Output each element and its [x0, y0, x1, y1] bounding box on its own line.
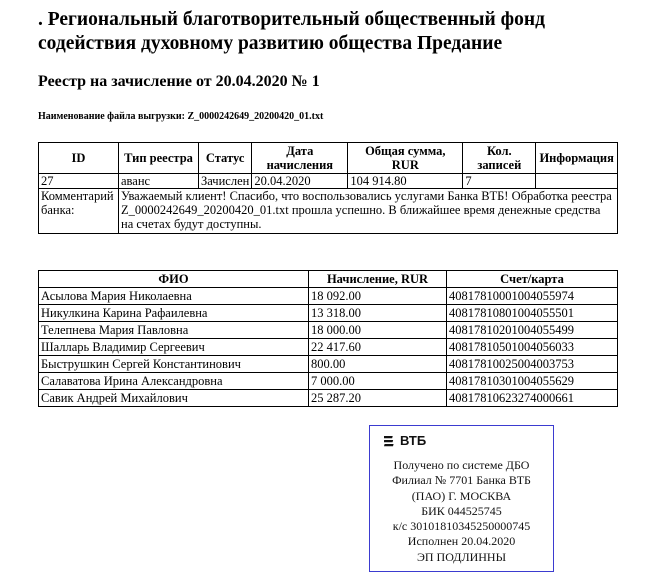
header-fio: ФИО	[39, 271, 309, 288]
cell-account: 40817810001004055974	[447, 288, 618, 305]
cell-fio: Савик Андрей Михайлович	[39, 390, 309, 407]
payments-header-row	[39, 271, 618, 288]
comment-text: Уважаемый клиент! Спасибо, что воспользовались услугами Банка ВТБ! Обработка реестра Z_0000242649_20200420_01.txt прошла успешно. В ближайшее время денежные средства на счетах будут доступны.	[119, 189, 618, 234]
header-registry-type: Тип реестра	[119, 143, 199, 174]
cell-fio: Никулкина Карина Рафаилевна	[39, 305, 309, 322]
table-row	[39, 373, 618, 390]
header-record-count: Кол. записей	[463, 143, 536, 174]
header-accrual: Начисление, RUR	[309, 271, 447, 288]
cell-fio: Асылова Мария Николаевна	[39, 288, 309, 305]
bank-stamp	[369, 425, 554, 572]
vtb-logo-icon	[384, 435, 398, 447]
vtb-logo	[384, 433, 426, 448]
registry-summary-table	[38, 142, 618, 234]
cell-record-count: 7	[463, 174, 536, 189]
cell-fio: Салаватова Ирина Александровна	[39, 373, 309, 390]
stamp-line: Исполнен 20.04.2020	[407, 534, 516, 549]
cell-fio: Телепнева Мария Павловна	[39, 322, 309, 339]
export-filename: Наименование файла выгрузки: Z_0000242649_20200420_01.txt	[38, 111, 324, 122]
cell-accrual: 800.00	[309, 356, 447, 373]
cell-account: 40817810025004003753	[447, 356, 618, 373]
cell-account: 40817810201004055499	[447, 322, 618, 339]
header-id: ID	[39, 143, 119, 174]
table-row	[39, 322, 618, 339]
stamp-line: к/с 30101810345250000745	[392, 519, 531, 534]
payments-table	[38, 270, 618, 407]
cell-accrual-date: 20.04.2020	[252, 174, 348, 189]
cell-accrual: 22 417.60	[309, 339, 447, 356]
table-row	[39, 390, 618, 407]
header-status: Статус	[199, 143, 252, 174]
stamp-line: Получено по системе ДБО	[393, 458, 530, 472]
cell-account: 40817810301004055629	[447, 373, 618, 390]
fund-title: . Региональный благотворительный общественный фонд содействия духовному развитию общества Предание	[38, 9, 545, 54]
cell-account: 40817810501004056033	[447, 339, 618, 356]
header-total-amount: Общая сумма, RUR	[348, 143, 463, 174]
stamp-line: (ПАО) Г. МОСКВА	[411, 488, 512, 503]
table-row	[39, 339, 618, 356]
stamp-line: ЭП ПОДЛИННЫ	[416, 549, 507, 564]
cell-information	[536, 174, 618, 189]
stamp-text	[370, 458, 553, 565]
cell-status: Зачислен	[199, 174, 252, 189]
summary-row	[39, 174, 618, 189]
comment-label: Комментарий банка:	[39, 189, 119, 234]
cell-accrual: 25 287.20	[309, 390, 447, 407]
stamp-line: БИК 044525745	[421, 503, 502, 518]
table-row	[39, 356, 618, 373]
cell-account: 40817810801004055501	[447, 305, 618, 322]
cell-accrual: 18 092.00	[309, 288, 447, 305]
vtb-logo-text: ВТБ	[400, 433, 427, 448]
table-row	[39, 305, 618, 322]
cell-id: 27	[39, 174, 119, 189]
cell-fio: Быструшкин Сергей Константинович	[39, 356, 309, 373]
cell-fio: Шалларь Владимир Сергеевич	[39, 339, 309, 356]
table-row	[39, 288, 618, 305]
cell-accrual: 13 318.00	[309, 305, 447, 322]
cell-accrual: 18 000.00	[309, 322, 447, 339]
comment-row	[39, 189, 618, 234]
header-accrual-date: Дата начисления	[252, 143, 348, 174]
cell-accrual: 7 000.00	[309, 373, 447, 390]
summary-header-row	[39, 143, 618, 174]
registry-title: Реестр на зачисление от 20.04.2020 № 1	[38, 73, 320, 90]
cell-registry-type: аванс	[119, 174, 199, 189]
header-information: Информация	[536, 143, 618, 174]
cell-account: 40817810623274000661	[447, 390, 618, 407]
stamp-line: Филиал № 7701 Банка ВТБ	[392, 473, 531, 488]
cell-total-amount: 104 914.80	[348, 174, 463, 189]
header-account: Счет/карта	[447, 271, 618, 288]
